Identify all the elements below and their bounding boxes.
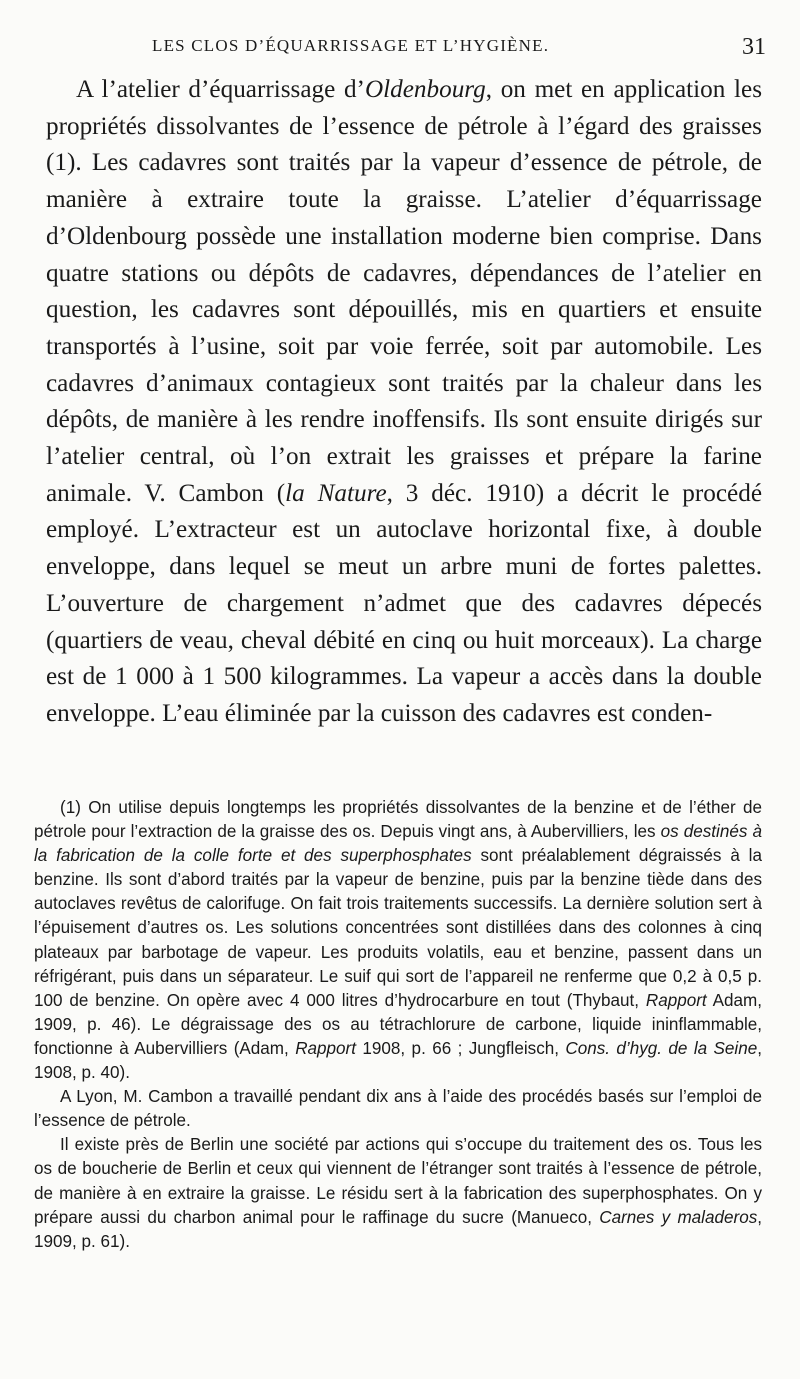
main-text xyxy=(46,72,762,733)
footnote-text-segment: Il existe près de Berlin une société par actions qui s’occupe du traitement des os. Tous les os de boucherie de Berlin et ceux qui viennent de l’étranger sont traités à l’essence de pétrole, de manière à en extraire la graisse. Le résidu sert à la fabrication des superphosphates. On y prépare aussi du charbon animal pour le raffinage du sucre (Manueco, xyxy=(34,1135,762,1227)
page-header xyxy=(44,34,766,66)
body-text-segment: , on met en application les propriétés dissolvantes de l’essence de pétrole à l’égard des graisses (1). Les cadavres sont traités par la vapeur d’essence de pétrole, de manière à extraire toute la graisse. L’atelier d’équarrissage d’Oldenbourg possède une installation moderne bien comprise. Dans quatre stations ou dépôts de cadavres, dépendances de l’atelier en question, les cadavres sont dépouillés, mis en quartiers et ensuite transportés à l’usine, soit par voie ferrée, soit par automobile. Les cadavres d’animaux contagieux sont traités par la chaleur dans les dépôts, de manière à les rendre inoffensifs. Ils sont ensuite dirigés sur l’atelier central, où l’on extrait les graisses et prépare la farine animale. V. Cambon ( xyxy=(46,76,762,507)
footnotes xyxy=(34,796,762,1254)
footnote-text-segment: , 1909, p. 61). xyxy=(34,1207,762,1251)
journal-title-italic: la Nature xyxy=(285,479,387,507)
footnote-paragraph-berlin xyxy=(34,1133,762,1253)
footnote-text-segment: sont préalablement dégraissés à la benzine. Ils sont d’abord traités par la vapeur de benzine, puis par la benzine tiède dans des autoclaves revêtus de calorifuge. On fait trois traitements successifs. La dernière solution sert à l’épuisement d’autres os. Les solutions concentrées sont distillées dans des colonnes à cinq plateaux par barbotage de vapeur. Les produits volatils, eau et benzine, passent dans un réfrigérant, puis dans un séparateur. Le suif qui sort de l’appareil ne renferme que 0,2 à 0,5 p. 100 de benzine. On opère avec 4 000 litres d’hydrocarbure en tout (Thybaut, xyxy=(34,846,762,1010)
body-text-segment: , 3 déc. 1910) a décrit le procédé employé. L’extracteur est un autoclave horizontal fixe, à double enveloppe, dans lequel se meut un arbre muni de fortes palettes. L’ouverture de chargement n’admet que des cadavres dépecés (quartiers de veau, cheval débité en cinq ou huit morceaux). La charge est de 1 000 à 1 500 kilogrammes. La vapeur a accès dans la double enveloppe. L’eau éliminée par la cuisson des cadavres est conden- xyxy=(46,479,762,727)
footnote-text-segment: 1908, p. 66 ; Jungfleisch, xyxy=(356,1038,566,1058)
footnote-text-segment: (1) On utilise depuis longtemps les propriétés dissolvantes de la benzine et de l’éther de pétrole pour l’extraction de la graisse des os. Depuis vingt ans, à Aubervilliers, les xyxy=(34,798,762,842)
footnote-italic: Rapport xyxy=(645,990,707,1010)
footnote-paragraph-lyon: A Lyon, M. Cambon a travaillé pendant dix ans à l’aide des procédés basés sur l’emploi de l’essence de pétrole. xyxy=(34,1087,762,1131)
page-number: 31 xyxy=(742,34,766,60)
footnote-italic: Carnes y maladeros xyxy=(599,1207,758,1227)
running-title: LES CLOS D’ÉQUARRISSAGE ET L’HYGIÈNE. xyxy=(152,36,550,55)
footnote-italic: Rapport xyxy=(295,1038,357,1058)
place-name-italic: Oldenbourg xyxy=(364,76,486,103)
footnote-italic: os destinés à la fabrication de la colle forte et des superphosphates xyxy=(34,822,762,866)
footnote-italic: Cons. d’hyg. de la Seine xyxy=(565,1038,758,1058)
body-text-segment: A l’atelier d’équarrissage d’ xyxy=(76,76,365,103)
footnote-text-segment: Adam, 1909, p. 46). Le dégraissage des os au tétrachlorure de carbone, liquide ininflammable, fonctionne à Aubervilliers (Adam, xyxy=(34,990,762,1058)
footnote-1 xyxy=(34,796,762,1085)
body-paragraph xyxy=(46,72,762,733)
footnote-text-segment: , 1908, p. 40). xyxy=(34,1038,762,1083)
